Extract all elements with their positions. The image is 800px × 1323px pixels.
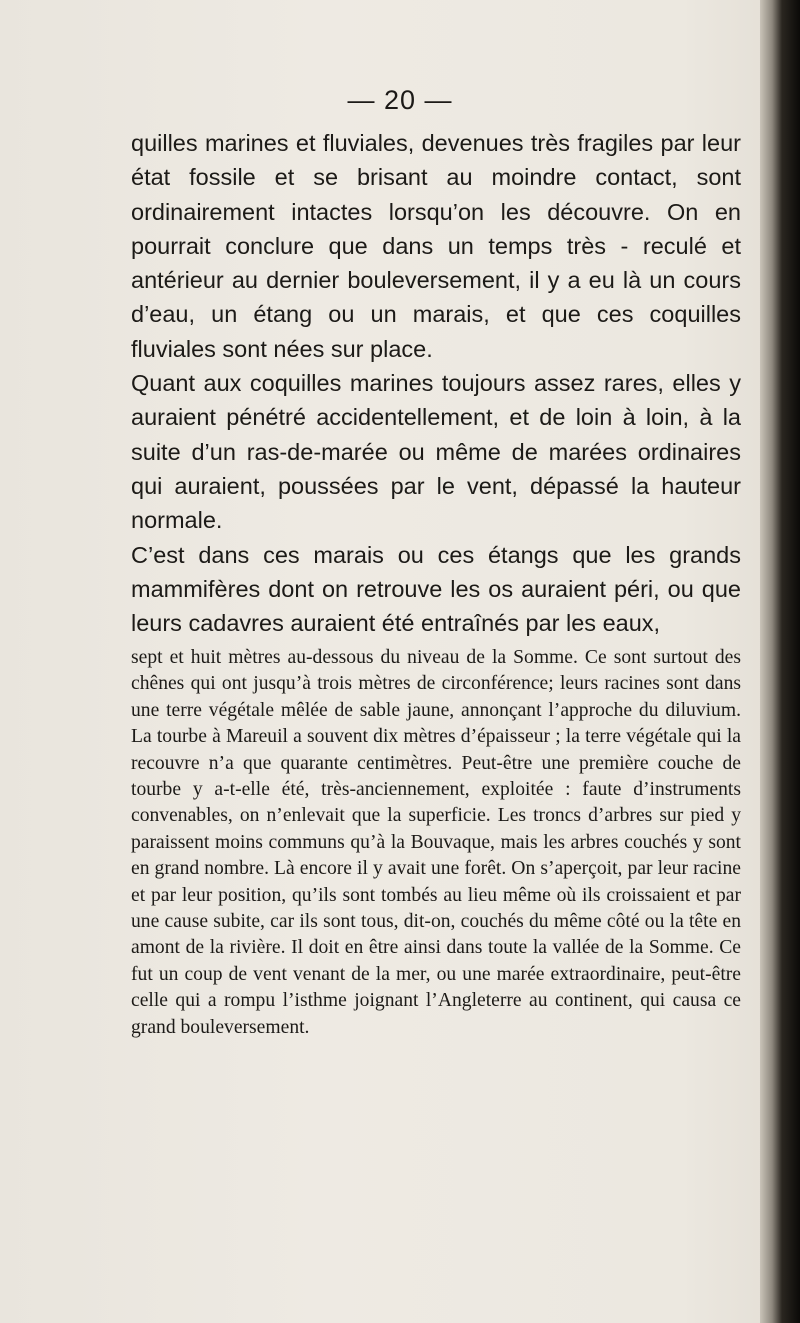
footnote-text bbox=[131, 645, 741, 1041]
book-binding-edge bbox=[760, 0, 800, 1323]
main-paragraph-1: quilles marines et fluviales, devenues très fragiles par leur état fossile et se brisant au moindre contact, sont ordinairement intactes lorsqu’on les découvre. On en pourrait conclure que dans un temps très - reculé et antérieur au dernier bouleversement, il y a eu là un cours d’eau, un étang ou un marais, et que ces coquilles fluviales sont nées sur place. bbox=[131, 130, 741, 362]
main-paragraph-3: C’est dans ces marais ou ces étangs que les grands mammifères dont on retrouve les os auraient péri, ou que leurs cadavres auraient été entraînés par les eaux, bbox=[131, 541, 741, 637]
main-body-text bbox=[131, 126, 741, 640]
main-paragraph-2: Quant aux coquilles marines toujours assez rares, elles y auraient pénétré accidentellement, et de loin à loin, à la suite d’un ras-de-marée ou même de marées ordinaires qui auraient, poussées par le vent, dépassé la hauteur normale. bbox=[131, 370, 741, 534]
page-number: — 20 — bbox=[347, 85, 453, 115]
footnote-paragraph-1: sept et huit mètres au-dessous du niveau de la Somme. Ce sont surtout des chênes qui ont jusqu’à trois mètres de circonférence; leurs racines sont dans une terre végétale mêlée de sable jaune, annonçant l’approche du diluvium. La tourbe à Mareuil a souvent dix mètres d’épaisseur ; la terre végétale qui la recouvre n’a que quarante centimètres. Peut-être une première couche de tourbe y a-t-elle été, très-anciennement, exploitée : faute d’instruments convenables, on n’enlevait que la superficie. Les troncs d’arbres sur pied y paraissent moins communs qu’à la Bouvaque, mais les arbres couchés y sont en grand nombre. Là encore il y avait une forêt. On s’aperçoit, par leur racine et par leur position, qu’ils sont tombés au lieu même où ils croissaient et par une cause subite, car ils sont tous, dit-on, couchés du même côté ou la tête en amont de la rivière. Il doit en être ainsi dans toute la vallée de la Somme. Ce fut un coup de vent venant de la mer, ou une marée extraordinaire, peut-être celle qui a rompu l’isthme joignant l’Angleterre au continent, qui causa ce grand bouleversement. bbox=[131, 647, 741, 1038]
